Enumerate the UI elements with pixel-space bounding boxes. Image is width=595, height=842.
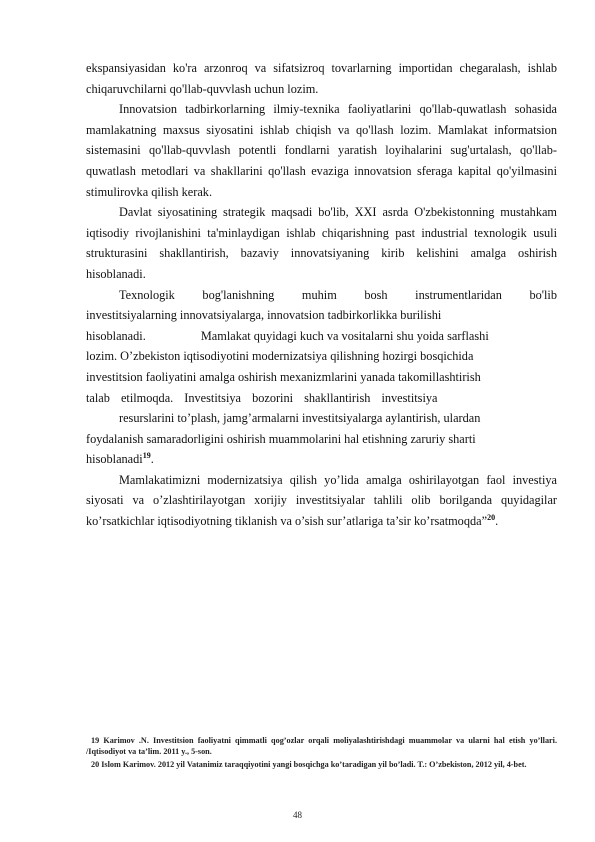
- paragraph-4-line-5: investitsion faoliyatini amalga oshirish mexanizmlarini yanada takomillashtirish: [86, 369, 481, 384]
- paragraph-2: Innovatsion tadbirkorlarning ilmiy-texnika faoliyatlarini qo'llab-quwatlash sohasida mamlakatning maxsus siyosatini ishlab chiqish va qo'llash lozim. Mamlakat informatsion sistemasini qo'llab-quvvlash potentli fondlarni yaratish loyihalarini sug'urtalash, qo'llab-quwatlash metodlari va shakllarini qo'llash evaziga innovatsion sferaga kapital qo'yilmasini stimulirovka qilish kerak.: [86, 102, 557, 199]
- paragraph-1: ekspansiyasidan ko'ra arzonroq va sifatsizroq tovarlarning importidan chegaralash, ishlab chiqaruvchilarni qo'llab-quvvlash uchun lozim.: [86, 61, 557, 96]
- paragraph-4-line-6: talab etilmoqda. Investitsiya bozorini shakllantirish investitsiya: [86, 390, 438, 405]
- footnote-ref-20[interactable]: 20: [487, 512, 496, 522]
- paragraph-4-line-7: resurslarini to’plash, jamg’armalarni investitsiyalarga aylantirish, ulardan: [119, 411, 481, 426]
- paragraph-4-line-3b: Mamlakat quyidagi kuch va vositalarni shu yoida sarflashi: [200, 328, 489, 343]
- page-number: 48: [293, 810, 302, 820]
- footnote-19: 19 Karimov .N. Investitsion faoliyatni qimmatli qog’ozlar orqali moliyalashtirishdagi muammolar va ularni hal etish yo’llari. /Iqtisodiyot va ta’lim. 2011 y., 5-son.: [86, 736, 557, 757]
- footnote-ref-19[interactable]: 19: [142, 451, 151, 461]
- paragraph-4-line-1: Texnologik bog'lanishning muhim bosh instrumentlaridan bo'lib: [119, 287, 557, 302]
- paragraph-4-line-9-text: hisoblanadi: [86, 452, 143, 467]
- paragraph-5-end: .: [495, 514, 499, 529]
- paragraph-4: [86, 285, 557, 470]
- paragraph-4-line-3a: hisoblanadi.: [86, 328, 146, 343]
- paragraph-4-line-8: foydalanish samaradorligini oshirish muammolarini hal etishning zaruriy sharti: [86, 431, 476, 446]
- paragraph-4-end: .: [150, 452, 154, 467]
- body-text: [86, 58, 557, 532]
- footnotes: [86, 735, 557, 773]
- paragraph-4-line-4: lozim. O’zbekiston iqtisodiyotini modernizatsiya qilishning hozirgi bosqichida: [86, 349, 474, 364]
- paragraph-4-line-2: investitsiyalarning innovatsiyalarga, innovatsion tadbirkorlikka burilishi: [86, 308, 442, 323]
- paragraph-5-text: Mamlakatimizni modernizatsiya qilish yo’lida amalga oshirilayotgan faol investiya siyosati va o’zlashtirilayotgan xorijiy investitsiyalar tahlili olib borilganda quyidagilar ko’rsatkichlar iqtisodiyotning tiklanish va o’sish sur’atlariga ta’sir ko’rsatmoqda”: [86, 472, 557, 529]
- paragraph-4-line-9: [86, 449, 557, 470]
- paragraph-4-line-3: [86, 326, 557, 347]
- paragraph-3: Davlat siyosatining strategik maqsadi bo'lib, XXI asrda O'zbekistonning mustahkam iqtisodiy rivojlanishini ta'minlaydigan ishlab chiqarishning past industrial texnologik usuli strukturasini shakllantirish, bazaviy innovatsiyaning kirib kelishini amalga oshirish hisoblanadi.: [86, 205, 557, 281]
- footnote-20: 20 Islom Karimov. 2012 yil Vatanimiz taraqqiyotini yangi bosqichga ko’taradigan yil bo’ladi. T.: O’zbekiston, 2012 yil, 4-bet.: [91, 760, 527, 770]
- paragraph-5: [86, 470, 557, 532]
